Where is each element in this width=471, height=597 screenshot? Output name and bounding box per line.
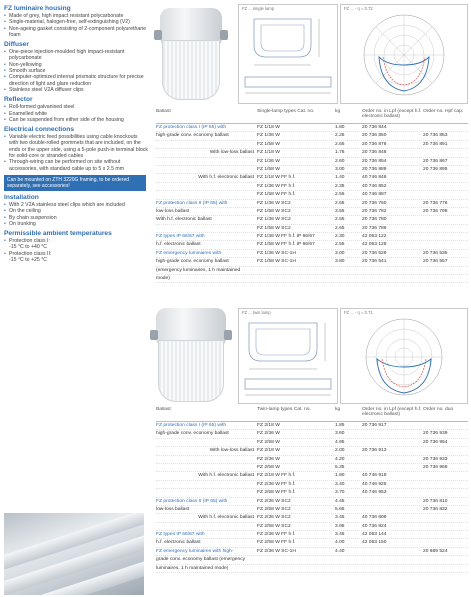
row-cat-no: FZ 1/58 W FF h.f. [257,192,296,198]
row-order-lpf: 40 736 824 [362,523,387,529]
twin-lamp-dimension-drawing: FZ ... twin lamp [238,308,338,404]
row-cat-no: FZ 1/18 W [257,125,280,130]
row-cat-no: FZ 2/36 W SC2 [257,498,291,504]
row-order-lpf: 20 736 913 [362,448,387,454]
row-weight: 4.95 [335,439,345,445]
row-order-lpf: 20 736 848 [362,150,387,156]
row-order-lpf: 40 736 809 [362,515,387,521]
row-cat-no: FZ 1/36 W SC-1H [257,250,296,256]
table-row [156,430,468,438]
row-weight: 2.65 [335,225,345,231]
row-cat-no: FZ 2/36 W FF h.f. [257,532,296,538]
row-order-hpf: 20 736 557 [423,259,448,265]
row-weight: 1.85 [335,423,345,428]
row-order-hpf: 20 736 939 [423,431,448,437]
row-cat-no: FZ 2/36 W SC2 [257,515,291,521]
row-ballast: high-grade conv. economy ballast [156,431,229,437]
row-ballast: grade conv. economy ballast (emergency [156,557,246,563]
table-row [156,275,468,283]
row-ballast: FZ protection class I (IP 65) with [156,423,227,428]
row-order-lpf: 40 746 953 [362,490,387,496]
row-weight: 2.55 [335,242,345,248]
section-heading: FZ luminaire housing [4,5,71,12]
row-weight: 2.65 [335,141,345,147]
row-ballast: h.f. electronic ballast [156,242,201,248]
row-weight: 3.45 [335,532,345,538]
row-cat-no: FZ 2/58 W FF h.f. [257,490,296,496]
table-row [156,498,468,506]
row-order-lpf: 40 746 919 [362,473,387,479]
row-weight: 2.35 [335,183,345,189]
row-ballast: With h.f. electronic ballast [198,473,254,479]
row-order-hpf: 20 736 933 [423,456,448,462]
row-cat-no: FZ 1/58 W [257,141,280,147]
row-cat-no: FZ 2/58 W [257,439,280,445]
row-cat-no: FZ 1/36 W SC2 [257,200,291,206]
bullet-item: • On trunking [4,221,148,227]
row-order-hpf: 20 736 968 [423,464,448,470]
row-cat-no: FZ 2/36 W [257,431,280,437]
row-order-lpf: 40 746 887 [362,192,387,198]
row-order-lpf: 20 736 541 [362,259,387,265]
row-weight: 2.55 [335,217,345,223]
row-order-hpf: 20 736 891 [423,141,448,147]
row-order-hpf: 20 689 524 [423,548,448,554]
table-row [156,565,468,573]
row-order-lpf: 42 053 122 [362,234,387,240]
row-ballast: low-loss ballast [156,208,190,214]
row-order-lpf: 40 746 925 [362,481,387,487]
bullet-item: • Made of grey, high impact resistant polycarbonate [4,13,148,19]
row-order-lpf: 20 736 786 [362,225,387,231]
single-lamp-table [156,108,468,283]
table-row [156,241,468,249]
row-weight: 1.80 [335,125,345,130]
twin-lamp-table-header: Ballast Twin-lamp types Cat. no. kg Order no. in Lpf (except h.f. electronic ballast) Order no. duo [156,406,468,422]
row-weight: 5.65 [335,506,345,512]
table-row [156,464,468,472]
row-ballast: luminaires, 1 h maintained mode) [156,565,229,571]
table-row [156,258,468,266]
bullet-item: • Non-ageing gasket consisting of 2-component polyurethane foam [4,26,148,39]
row-weight: 2.60 [335,158,345,164]
row-ballast: FZ emergency luminaires with high- [156,548,234,554]
ambient-class1-value: -15 °C to +40 °C [9,244,48,251]
row-ballast: (emergency luminaires, 1 h maintained [156,267,241,273]
table-row [156,267,468,275]
row-order-lpf: 20 736 854 [362,158,387,164]
bullet-item: • By chain suspension [4,215,148,221]
row-order-hpf: 20 736 832 [423,506,448,512]
table-row [156,158,468,166]
row-weight: 5.35 [335,464,345,470]
row-cat-no: FZ 2/36 W SC-1H [257,548,296,554]
table-row [156,200,468,208]
table-row [156,183,468,191]
installation-section [4,194,148,227]
row-cat-no: FZ 1/36 W [257,133,280,139]
row-weight: 3.55 [335,208,345,214]
table-row [156,141,468,149]
left-column [4,2,148,263]
table-row [156,191,468,199]
row-weight: 3.80 [335,259,345,265]
bullet-list [4,104,148,123]
row-ballast: With low-loss ballast [209,150,254,156]
table-row [156,132,468,140]
row-order-hpf: 20 736 895 [423,166,448,172]
table-row [156,531,468,539]
row-cat-no: FZ 1/36 W FF h.f. [257,183,296,189]
bullet-item: • Variable electric feed possibilities using cable knockouts with two double-rolled grommets that are included, on the ends or the upper side, using a 5-pole push-in terminal block for solid-core or stranded cables [4,134,148,159]
row-order-lpf: 42 053 144 [362,532,387,538]
row-order-lpf: 42 053 128 [362,242,387,248]
section-heading: Installation [4,193,39,201]
ambient-heading: Permissible ambient temperatures [4,230,112,238]
table-row [156,472,468,480]
single-lamp-polar-diagram: FZ ... - η = 0.72 [340,4,468,104]
row-weight: 1.80 [335,473,345,479]
row-cat-no: FZ 2/58 W SC2 [257,506,291,512]
ambient-class2: • Protection class II: [4,251,148,257]
row-order-lpf: 42 053 150 [362,540,387,546]
bullet-item: • Non-yellowing [4,62,148,68]
single-lamp-dimension-drawing: FZ ... single lamp [238,4,338,104]
table-row [156,539,468,547]
row-cat-no: FZ 2/18 W [257,423,280,428]
row-weight: 4.40 [335,548,345,554]
bullet-item: • On the ceiling [4,208,148,214]
row-order-lpf: 40 746 846 [362,175,387,181]
table-row [156,556,468,564]
row-order-hpf: 20 736 810 [423,498,448,504]
bullet-item: • Smooth surface [4,68,148,74]
row-weight: 2.65 [335,200,345,206]
single-lamp-table-body [156,124,468,283]
row-order-hpf: 20 736 798 [423,208,448,214]
row-cat-no: FZ 2/36 W FF h.f. [257,481,296,487]
row-order-lpf: 20 736 844 [362,125,387,130]
table-row [156,216,468,224]
row-order-hpf: 20 736 535 [423,250,448,256]
row-order-hpf: 20 736 867 [423,158,448,164]
ambient-class2-value: -15 °C to +25 °C [9,257,48,264]
table-row [156,548,468,556]
row-cat-no: FZ 1/36 W [257,158,280,164]
bullet-list [4,202,148,227]
bullet-list [4,13,148,38]
section-heading: Reflector [4,96,33,104]
table-row [156,439,468,447]
row-cat-no: FZ 2/18 W [257,448,280,454]
single-lamp-luminaire-image [146,4,236,104]
ambient-section [4,230,148,263]
row-weight: 1.40 [335,175,345,181]
row-order-lpf: 20 736 529 [362,250,387,256]
table-row [156,166,468,174]
bullet-list [4,49,148,93]
table-row [156,250,468,258]
ambient-class1: • Protection class I: [4,238,148,244]
single-lamp-table-header: Ballast Single-lamp types Cat. no. kg Order no. in Lpf (except h.f. electronic ballast) Order no. Hpf cap. [156,108,468,124]
bullet-item: • Stainless steel V2A diffuser clips [4,87,148,93]
row-weight: 4.00 [335,540,345,546]
bullet-list [4,134,148,172]
row-ballast: With h.f. electronic ballast [198,515,254,521]
row-ballast: high-grade conv. economy ballast [156,133,229,139]
row-ballast: FZ protection class I (IP 65) with [156,125,227,130]
row-cat-no: FZ 1/18 W FF h.f. [257,175,296,181]
table-row [156,447,468,455]
row-order-lpf: 20 736 782 [362,208,387,214]
table-row [156,149,468,157]
installation-photo [4,513,144,595]
row-order-lpf: 40 746 852 [362,183,387,189]
row-order-lpf: 20 736 780 [362,217,387,223]
row-ballast: h.f. electronic ballast [156,540,201,546]
row-order-lpf: 20 736 889 [362,166,387,172]
row-cat-no: FZ 1/18 W [257,150,280,156]
row-cat-no: FZ 2/18 W FF h.f. [257,473,296,479]
table-row [156,174,468,182]
row-order-hpf: 20 736 776 [423,200,448,206]
bullet-item: • Can be suspended from either side of the housing [4,117,148,123]
row-order-lpf: 20 736 760 [362,200,387,206]
section-heading: Diffuser [4,41,29,49]
twin-lamp-table [156,406,468,573]
bullet-item: • Enamelled white [4,111,148,117]
table-row [156,514,468,522]
row-weight: 4.20 [335,456,345,462]
row-ballast: FZ protection class II (IP 65) with [156,200,228,206]
row-cat-no: FZ 1/36 W FF h.f. IP 66/67 [257,234,315,240]
row-cat-no: FZ 2/58 W FF h.f. [257,540,296,546]
row-cat-no: FZ 1/58 W FF h.f. IP 66/67 [257,242,315,248]
row-ballast: high-grade conv. economy ballast [156,259,229,265]
row-ballast: FZ emergency luminaires with [156,250,222,256]
row-ballast: With h.f. electronic ballast [156,217,212,223]
row-ballast: FZ types IP 66/67 with [156,532,205,538]
bullet-item: • Roll-formed galvanised steel [4,104,148,110]
row-ballast: FZ types IP 66/67 with [156,234,205,240]
row-cat-no: FZ 2/58 W SC2 [257,523,291,529]
table-row [156,456,468,464]
row-order-lpf: 20 736 917 [362,423,387,428]
row-ballast: low-loss ballast [156,506,190,512]
row-cat-no: FZ 1/58 W SC2 [257,208,291,214]
table-row [156,422,468,430]
row-ballast: FZ protection class II (IP 65) with [156,498,228,504]
row-ballast: With h.f. electronic ballast [198,175,254,181]
row-weight: 2.55 [335,192,345,198]
twin-lamp-polar-diagram: FZ ... - η = 0.71 [340,308,468,404]
row-weight: 3.95 [335,523,345,529]
row-weight: 3.60 [335,431,345,437]
row-weight: 3.00 [335,250,345,256]
row-ballast: mode) [156,276,170,282]
row-cat-no: FZ 1/58 W SC-1H [257,259,296,265]
bullet-item: • Through-wiring can be performed on site without accessories, with standard cable up to 5 x 2.5 mm [4,159,148,172]
table-row [156,481,468,489]
row-weight: 1.76 [335,150,345,156]
twin-lamp-table-body [156,422,468,573]
row-cat-no: FZ 1/36 W SC2 [257,217,291,223]
twin-lamp-luminaire-image [146,304,236,406]
section-heading: Electrical connections [4,126,74,134]
mounting-note: Can be mounted on ZTH 3220G framing, to be ordered separately, see accessories! [4,175,146,191]
row-cat-no: FZ 2/58 W [257,464,280,470]
row-weight: 3.70 [335,490,345,496]
row-weight: 4.45 [335,498,345,504]
row-order-hpf: 20 736 863 [423,133,448,139]
row-ballast: With low-loss ballast [209,448,254,454]
row-weight: 3.00 [335,166,345,172]
bullet-item: • One-piece injection-moulded high impact-resistant polycarbonate [4,49,148,62]
row-cat-no: FZ 1/58 W [257,166,280,172]
row-order-lpf: 20 736 876 [362,141,387,147]
table-row [156,489,468,497]
table-row [156,225,468,233]
bullet-item: • Single-material, halogen-free, self-extinguishing (V2) [4,19,148,25]
row-weight: 2.25 [335,133,345,139]
bullet-item: • Computer-optimized internal prismatic structure for precise direction of light and glare reduction [4,74,148,87]
row-weight: 2.00 [335,448,345,454]
row-cat-no: FZ 1/58 W SC2 [257,225,291,231]
table-row [156,233,468,241]
table-row [156,523,468,531]
row-weight: 3.45 [335,515,345,521]
row-weight: 3.40 [335,481,345,487]
table-row [156,208,468,216]
bullet-item: • With 2 V2A stainless steel clips which are included [4,202,148,208]
table-row [156,506,468,514]
row-order-lpf: 20 736 850 [362,133,387,139]
row-order-hpf: 20 736 964 [423,439,448,445]
row-weight: 2.30 [335,234,345,240]
table-row [156,124,468,132]
row-cat-no: FZ 2/36 W [257,456,280,462]
spec-sections [4,5,148,172]
